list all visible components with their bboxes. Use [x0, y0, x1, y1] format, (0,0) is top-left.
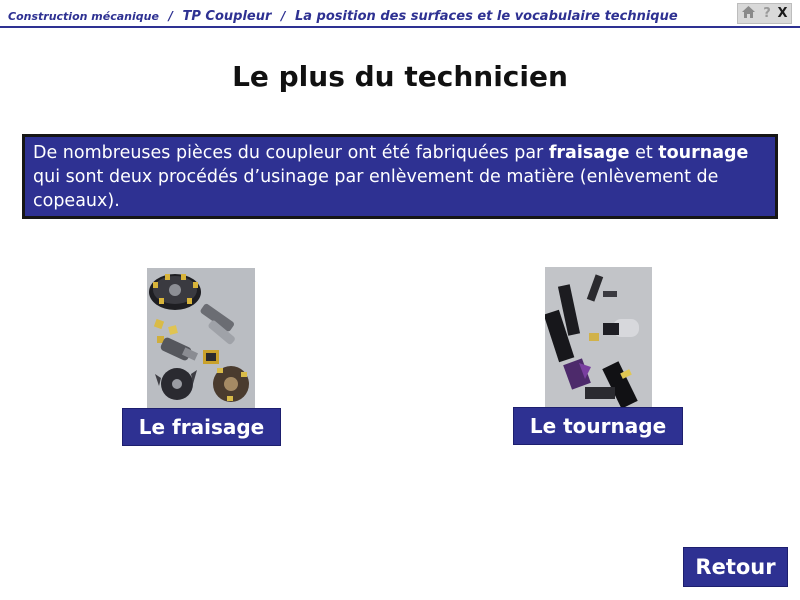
info-box [22, 134, 778, 219]
window-controls [737, 3, 792, 24]
header-bar [0, 0, 800, 28]
home-icon-graphic [741, 5, 756, 19]
info-text-3: qui sont deux procédés d’usinage par enlèvement de matière (enlèvement de copeaux). [33, 167, 719, 211]
breadcrumb-page: La position des surfaces et le vocabulaire technique [294, 9, 678, 24]
info-text-2: et [629, 143, 659, 163]
help-button[interactable]: ? [763, 6, 771, 21]
milling-tools-image [147, 268, 255, 408]
info-text-1: De nombreuses pièces du coupleur ont été fabriquées par [33, 143, 549, 163]
retour-button[interactable]: Retour [683, 547, 788, 587]
breadcrumb-separator: / [168, 9, 173, 23]
breadcrumb-section[interactable]: Construction mécanique [8, 10, 159, 23]
breadcrumb [8, 5, 678, 24]
close-button[interactable]: X [777, 6, 788, 21]
tournage-button[interactable]: Le tournage [513, 407, 683, 445]
info-bold-tournage: tournage [658, 143, 749, 163]
turning-tools-image [545, 267, 652, 407]
home-icon[interactable] [741, 5, 756, 22]
tournage-photo[interactable] [545, 267, 652, 407]
breadcrumb-separator: / [280, 9, 286, 23]
page-title: Le plus du technicien [232, 60, 568, 93]
fraisage-photo[interactable] [147, 268, 255, 408]
info-bold-fraisage: fraisage [548, 143, 630, 163]
breadcrumb-tp[interactable]: TP Coupleur [182, 9, 272, 24]
fraisage-button[interactable]: Le fraisage [122, 408, 281, 446]
